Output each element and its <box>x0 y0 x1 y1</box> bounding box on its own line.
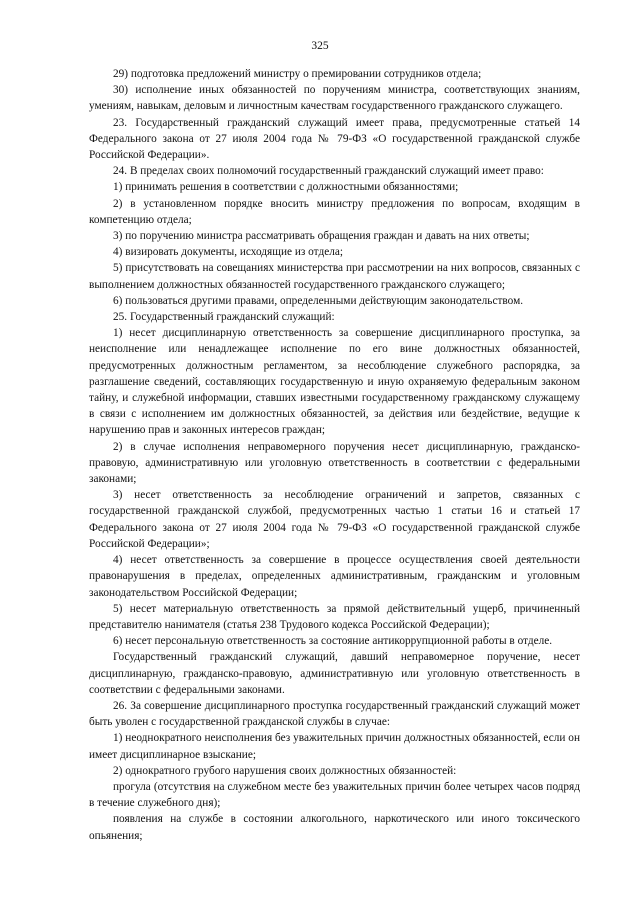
paragraph: Государственный гражданский служащий, давший неправомерное поручение, несет дисциплинарную, гражданско-правовую, административную или уголовную ответственность в соответствии с федеральными законами. <box>89 651 580 696</box>
text-body <box>89 66 580 844</box>
paragraph: 24. В пределах своих полномочий государственный гражданский служащий имеет право: <box>113 165 544 178</box>
paragraph: 30) исполнение иных обязанностей по поручениям министра, соответствующих знаниям, умениям, навыкам, деловым и личностным качествам государственного гражданского служащего. <box>89 84 580 113</box>
page-number: 325 <box>311 40 329 52</box>
paragraph: прогула (отсутствия на служебном месте без уважительных причин более четырех часов подряд в течение служебного дня); <box>89 780 580 810</box>
paragraph: 2) однократного грубого нарушения своих должностных обязанностей: <box>113 764 457 777</box>
paragraph: 3) по поручению министра рассматривать обращения граждан и давать на них ответы; <box>113 230 530 243</box>
paragraph: 2) в случае исполнения неправомерного поручения несет дисциплинарную, гражданско-правовую, административную или уголовную ответственность в соответствии с федеральными законами; <box>89 440 580 486</box>
paragraph: 2) в установленном порядке вносить министру предложения по вопросам, входящим в компетенцию отдела; <box>89 197 580 226</box>
paragraph: 23. Государственный гражданский служащий имеет права, предусмотренные статьей 14 Федерального закона от 27 июля 2004 года № 79-ФЗ «О государственной гражданской службе Российской Федерации». <box>89 116 580 162</box>
paragraph: 6) несет персональную ответственность за состояние антикоррупционной работы в отделе. <box>113 635 553 648</box>
paragraph: 26. За совершение дисциплинарного проступка государственный гражданский служащий может быть уволен с государственной гражданской службы в случае: <box>89 699 580 729</box>
paragraph: 29) подготовка предложений министру о премировании сотрудников отдела; <box>113 68 482 80</box>
paragraph: 1) принимать решения в соответствии с должностными обязанностями; <box>113 181 459 194</box>
paragraph: 5) присутствовать на совещаниях министерства при рассмотрении на них вопросов, связанных с выполнением должностных обязанностей государственного гражданского служащего; <box>89 262 580 291</box>
paragraph: 5) несет материальную ответственность за прямой действительный ущерб, причиненный представителю нанимателя (статья 238 Трудового кодекса Российской Федерации); <box>89 602 580 631</box>
paragraph: 4) несет ответственность за совершение в процессе осуществления своей деятельности правонарушения в пределах, определенных административным, гражданским и уголовным законодательством Российской Федерации; <box>89 554 580 599</box>
paragraph: появления на службе в состоянии алкогольного, наркотического или иного токсического опьянения; <box>89 813 580 842</box>
paragraph: 1) несет дисциплинарную ответственность за совершение дисциплинарного проступка, за неисполнение или ненадлежащее исполнение по его вине должностных обязанностей, предусмотренных должностным регламентом, за несоблюдение служебного распорядка, за разглашение сведений, составляющих государственную и иную охраняемую федеральным законом тайну, и служебной информации, ставших известными государственному гражданскому служащему в связи с исполнением им должностных обязанностей, за действия или бездействие, ведущие к нарушению прав и законных интересов граждан; <box>89 327 580 437</box>
paragraph: 1) неоднократного неисполнения без уважительных причин должностных обязанностей, если он имеет дисциплинарное взыскание; <box>89 732 580 761</box>
paragraph: 4) визировать документы, исходящие из отдела; <box>113 246 343 259</box>
paragraph: 3) несет ответственность за несоблюдение ограничений и запретов, связанных с государственной гражданской службой, предусмотренных частью 1 статьи 16 и статьей 17 Федерального закона от 27 июля 2004 года № 79-ФЗ «О государственной гражданской службе Российской Федерации»; <box>89 489 580 550</box>
paragraph: 25. Государственный гражданский служащий: <box>113 311 335 324</box>
paragraph: 6) пользоваться другими правами, определенными действующим законодательством. <box>113 294 524 307</box>
